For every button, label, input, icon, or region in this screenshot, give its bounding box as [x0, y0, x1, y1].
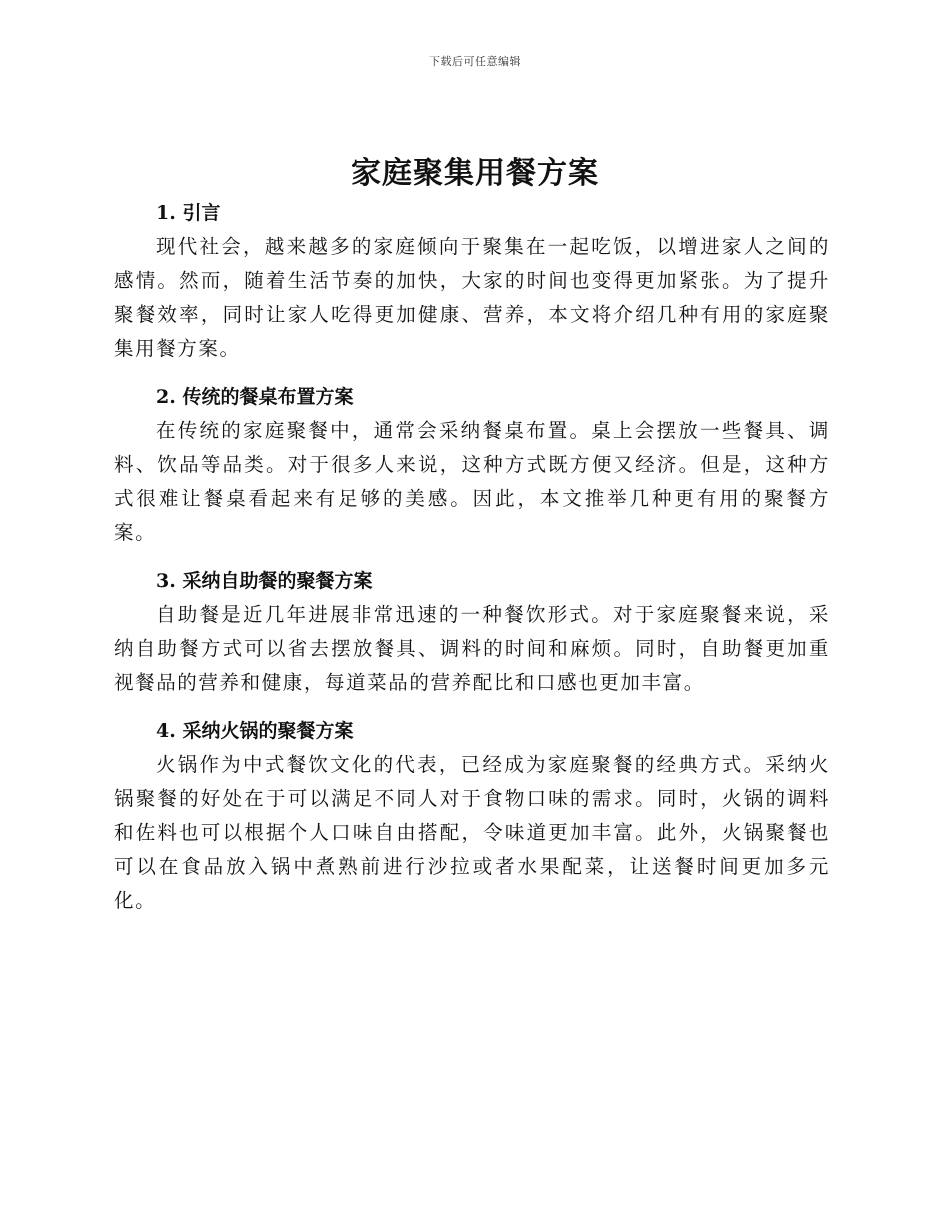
document-title: 家庭聚集用餐方案 — [351, 156, 599, 191]
section-paragraph: 在传统的家庭聚餐中，通常会采纳餐桌布置。桌上会摆放一些餐具、调料、饮品等品类。对于很多人来说，这种方式既方便又经济。但是，这种方式很难让餐桌看起来有足够的美感。因此，本文推举几种更有用的聚餐方案。 — [114, 419, 830, 544]
section-paragraph: 自助餐是近几年进展非常迅速的一种餐饮形式。对于家庭聚餐来说，采纳自助餐方式可以省去摆放餐具、调料的时间和麻烦。同时，自助餐更加重视餐品的营养和健康，每道菜品的营养配比和口感也更加丰富。 — [114, 603, 830, 694]
section-heading: 4. 采纳火锅的聚餐方案 — [156, 720, 354, 742]
section-introduction — [114, 196, 830, 366]
page-header-note: 下载后可任意编辑 — [429, 55, 521, 68]
section-buffet-plan — [114, 564, 830, 700]
section-traditional-table-setting — [114, 380, 830, 550]
section-hotpot-plan — [114, 714, 830, 918]
section-heading: 1. 引言 — [156, 202, 221, 224]
section-paragraph: 现代社会，越来越多的家庭倾向于聚集在一起吃饭，以增进家人之间的感情。然而，随着生活节奏的加快，大家的时间也变得更加紧张。为了提升聚餐效率，同时让家人吃得更加健康、营养，本文将介绍几种有用的家庭聚集用餐方案。 — [114, 235, 830, 360]
section-heading: 3. 采纳自助餐的聚餐方案 — [156, 570, 373, 592]
section-paragraph: 火锅作为中式餐饮文化的代表，已经成为家庭聚餐的经典方式。采纳火锅聚餐的好处在于可以满足不同人对于食物口味的需求。同时，火锅的调料和佐料也可以根据个人口味自由搭配，令味道更加丰富。此外，火锅聚餐也可以在食品放入锅中煮熟前进行沙拉或者水果配菜，让送餐时间更加多元化。 — [114, 753, 830, 912]
document-body — [114, 196, 830, 932]
section-heading: 2. 传统的餐桌布置方案 — [156, 386, 354, 408]
